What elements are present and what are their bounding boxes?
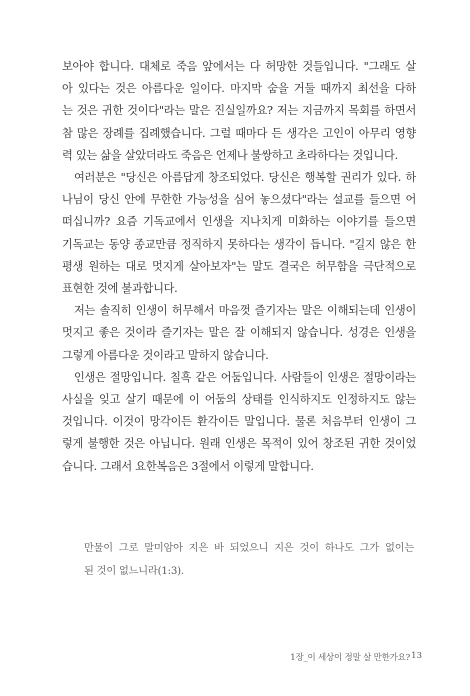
text-line: 력 있는 삶을 살았더라도 죽음은 언제나 불쌍하고 초라하다는 것입니다. — [62, 148, 398, 162]
text-line: 렇게 불행한 것은 아닙니다. 원래 인생은 목적이 있어 창조된 귀한 것이었 — [62, 437, 416, 451]
page-footer — [0, 651, 470, 665]
text-line: 기독교는 동양 종교만큼 정직하지 못하다는 생각이 듭니다. "길지 않은 한 — [62, 237, 416, 251]
text-line: 평생 원하는 대로 멋지게 살아보자"는 말도 결국은 허무함을 극단적으로 — [62, 259, 416, 273]
text-line: 여러분은 "당신은 아름답게 창조되었다. 당신은 행복할 권리가 있다. 하 — [74, 171, 416, 185]
scripture-quote — [84, 537, 414, 583]
text-line: 것입니다. 이것이 망각이든 환각이든 말입니다. 물론 처음부터 인생이 그 — [62, 415, 416, 429]
paragraph — [62, 367, 416, 478]
text-line: 사실을 잊고 살기 때문에 이 어둠의 상태를 인식하지도 인정하지도 않는 — [62, 393, 416, 407]
paragraph — [62, 56, 416, 167]
text-line: 저는 솔직히 인생이 허무해서 마음껏 즐기자는 말은 이해되는데 인생이 — [74, 304, 416, 318]
paragraph — [62, 167, 416, 300]
text-line: 는 것은 귀한 것이다"라는 말은 진실일까요? 저는 지금까지 목회를 하면서 — [62, 104, 416, 118]
quote-line: 만물이 그로 말미암아 지은 바 되었으니 지은 것이 하나도 그가 없이는 — [84, 543, 414, 554]
running-head: 1장_이 세상이 정말 살 만한가요? — [290, 653, 410, 663]
text-line: 나님이 당신 안에 무한한 가능성을 심어 놓으셨다"라는 설교를 들으면 어 — [62, 193, 416, 207]
body-text — [62, 56, 416, 478]
text-line: 아 있다는 것은 아름다운 일이다. 마지막 숨을 거둘 때까지 최선을 다하 — [62, 82, 416, 96]
text-line: 멋지고 좋은 것이라 즐기자는 말은 잘 이해되지 않습니다. 성경은 인생을 — [62, 326, 416, 340]
paragraph — [62, 300, 416, 367]
page-number: 13 — [411, 651, 422, 661]
text-line: 습니다. 그래서 요한복음은 3절에서 이렇게 말합니다. — [62, 459, 314, 473]
text-line: 표현한 것에 불과합니다. — [62, 282, 178, 296]
quote-line: 된 것이 없느니라(1:3). — [84, 566, 184, 577]
text-line: 인생은 절망입니다. 칠흑 같은 어둠입니다. 사람들이 인생은 절망이라는 — [74, 370, 416, 384]
text-line: 참 많은 장례를 집례했습니다. 그럴 때마다 든 생각은 고인이 아무리 영향 — [62, 126, 416, 140]
text-line: 떠십니까? 요즘 기독교에서 인생을 지나치게 미화하는 이야기를 들으면 — [62, 215, 416, 229]
text-line: 그렇게 아름다운 것이라고 말하지 않습니다. — [62, 348, 269, 362]
text-line: 보아야 합니다. 대체로 죽음 앞에서는 다 허망한 것들입니다. "그래도 살 — [62, 60, 416, 73]
